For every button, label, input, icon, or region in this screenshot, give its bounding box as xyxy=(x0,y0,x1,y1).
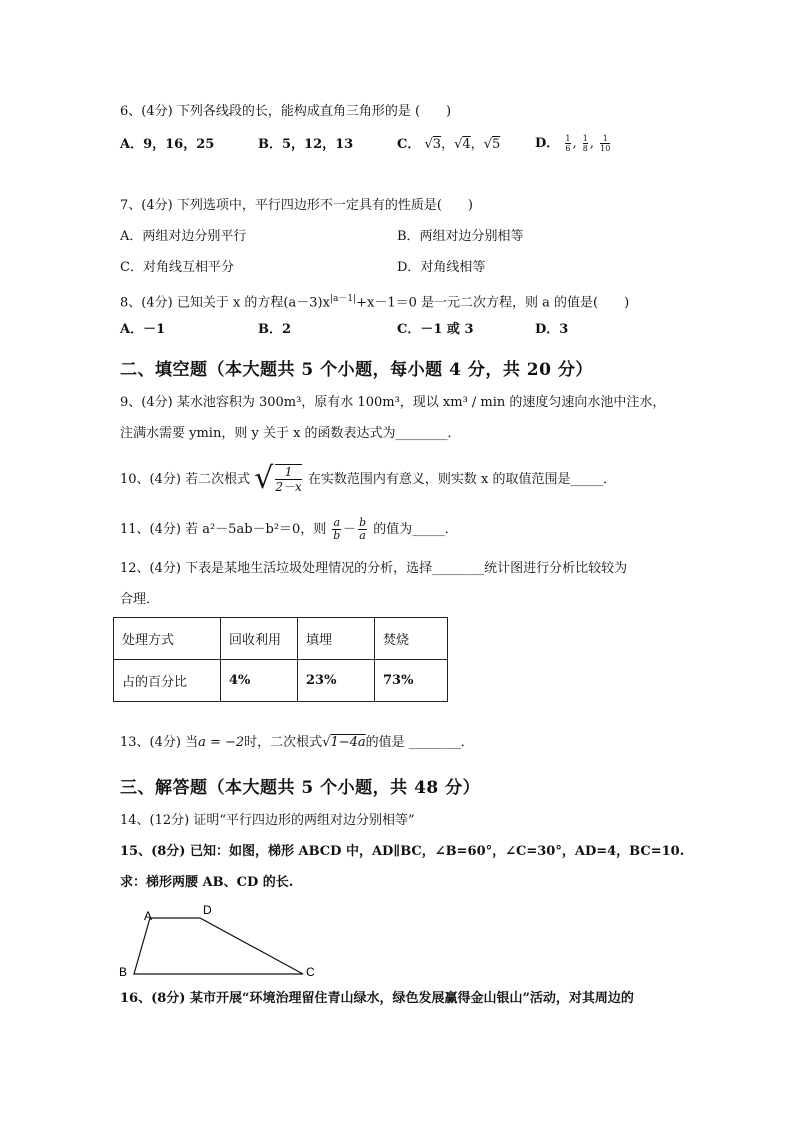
q7-option-b: B．两组对边分别相等 xyxy=(397,229,524,244)
q6-option-a: A．9，16，25 xyxy=(120,137,215,152)
q10-radical xyxy=(254,462,304,497)
sqrt-icon: √ xyxy=(424,137,433,152)
q7-option-d: D．对角线相等 xyxy=(397,260,486,275)
table-cell: 回收利用 xyxy=(221,618,298,660)
q6-option-c xyxy=(397,136,500,154)
q8-stem: 8、(4分) 已知关于 x 的方程$(a-3)x^{|a-1|}+x-1=0$ 是一元二次方程，则 a 的值是( ) xyxy=(120,294,630,311)
q13-condition: a = −2 xyxy=(198,735,245,750)
q6-option-c-roots: √3，√4，√5 xyxy=(424,137,501,152)
q15-line-1: 15、(8分) 已知：如图，梯形 ABCD 中，AD∥BC，∠B=60°，∠C=30°，AD=4，BC=10. xyxy=(120,844,685,859)
q14: 14、(12分) 证明“平行四边形的两组对边分别相等” xyxy=(120,813,415,828)
q6-frac-2: $\frac{1}{8}$ xyxy=(582,134,588,153)
table-cell: 填埋 xyxy=(298,618,375,660)
q10-fraction: $\frac{1}{2-x}$ xyxy=(275,465,302,494)
q6-frac-3: $\frac{1}{10}$ xyxy=(600,134,611,153)
table-cell: 焚烧 xyxy=(375,618,448,660)
table-cell: 73% xyxy=(375,660,448,702)
q8-option-d: D．3 xyxy=(535,322,569,337)
vertex-label-c: C xyxy=(306,965,315,979)
trapezoid-shape xyxy=(134,918,303,974)
q10: 10、(4分) 若二次根式 √ $\frac{1}{2-x}$ 在实数范围内有意义，则实数 x 的取值范围是_____． xyxy=(120,461,617,496)
vertex-label-b: B xyxy=(119,965,128,979)
q7-stem: 7、(4分) 下列选项中，平行四边形不一定具有的性质是( ) xyxy=(120,198,473,213)
table-cell: 4% xyxy=(221,660,298,702)
section-2-heading: 二、填空题（本大题共 5 个小题，每小题 4 分，共 20 分） xyxy=(120,360,593,380)
q6-option-c-label: C． xyxy=(397,137,421,152)
sqrt-icon: √ xyxy=(483,137,492,152)
q6-root-2: 4 xyxy=(462,137,471,152)
q15-line-2: 求：梯形两腰 AB、CD 的长. xyxy=(120,875,294,890)
table-row xyxy=(114,660,448,702)
vertex-label-d: D xyxy=(203,903,212,917)
q7-option-a: A．两组对边分别平行 xyxy=(120,229,247,244)
table-row xyxy=(114,618,448,660)
q6-option-b: B．5，12，13 xyxy=(258,137,354,152)
section-3-heading: 三、解答题（本大题共 5 个小题，共 48 分） xyxy=(120,778,481,798)
q11-frac-a-over-b: $\frac{a}{b}$ xyxy=(333,516,341,542)
table-cell: 占的百分比 xyxy=(114,660,221,702)
sqrt-icon: √ xyxy=(322,735,331,750)
q8-option-c: C．－1 或 3 xyxy=(397,322,474,337)
q13-radicand: 1−4a xyxy=(330,735,366,750)
q12-line-1: 12、(4分) 下表是某地生活垃圾处理情况的分析，选择________统计图进行分析比较较为 xyxy=(120,561,628,576)
q7-option-c: C．对角线互相平分 xyxy=(120,260,234,275)
table-cell: 处理方式 xyxy=(114,618,221,660)
q9-line-2: 注满水需要 ymin，则 y 关于 x 的函数表达式为________． xyxy=(120,426,461,441)
q6-option-d-label: D． xyxy=(535,136,560,151)
q6-stem: 6、(4分) 下列各线段的长，能构成直角三角形的是 ( ) xyxy=(120,104,452,119)
q6-frac-1: $\frac{1}{6}$ xyxy=(565,134,571,153)
q8-option-a: A．－1 xyxy=(120,322,166,337)
q8-option-b: B．2 xyxy=(258,322,292,337)
q16: 16、(8分) 某市开展“环境治理留住青山绿水，绿色发展赢得金山银山”活动，对其周边的 xyxy=(120,991,634,1006)
sqrt-icon: √ xyxy=(254,461,274,496)
q11-frac-b-over-a: $\frac{b}{a}$ xyxy=(359,516,367,542)
vertex-label-a: A xyxy=(144,909,153,923)
sqrt-icon: √ xyxy=(454,137,463,152)
q13: 13、(4分) 当a = −2时，二次根式√1−4a的值是 ________． xyxy=(120,735,474,750)
q6-root-1: 3 xyxy=(432,137,442,152)
q9-line-1: 9、(4分) 某水池容积为 300m³，原有水 100m³，现以 xm³ / min 的速度匀速向水池中注水， xyxy=(120,395,666,410)
q11: 11、(4分) 若 a²－5ab－b²＝0，则 $\frac{a}{b}$ － $\frac{b}{a}$ 的值为_____． xyxy=(120,516,458,542)
q12-table xyxy=(113,617,448,702)
trapezoid-figure xyxy=(110,900,330,985)
q6-option-d: D． $\frac{1}{6}$ , $\frac{1}{8}$ , $\frac{1}{10}$ xyxy=(535,134,611,153)
table-cell: 23% xyxy=(298,660,375,702)
q6-root-3: 5 xyxy=(491,137,501,152)
q12-line-2: 合理． xyxy=(120,592,160,607)
